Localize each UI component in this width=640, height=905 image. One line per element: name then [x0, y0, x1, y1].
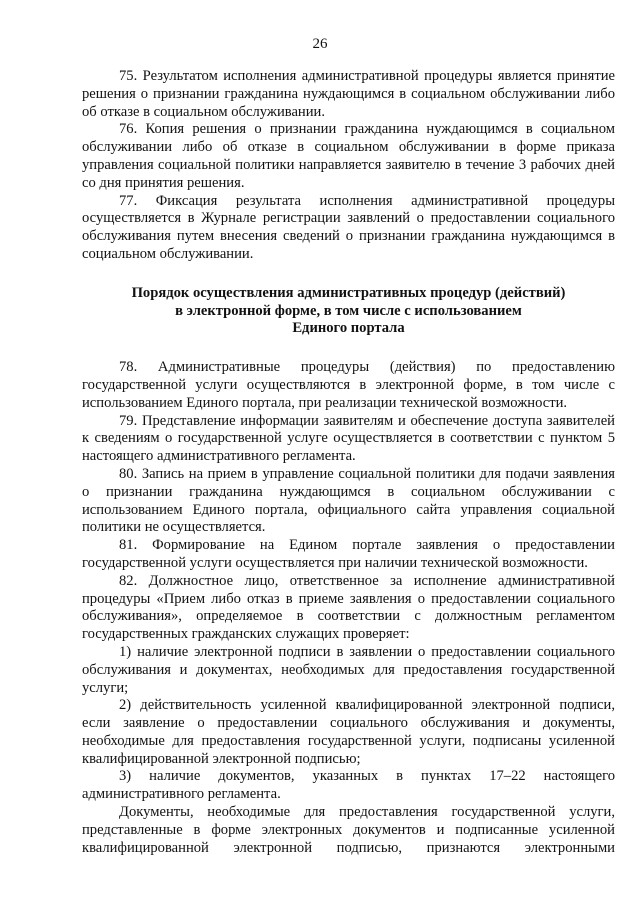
- paragraph-79: 79. Представление информации заявителям и обеспечение доступа заявителей к сведениям о государственной услуге осуществляется в соответствии с пунктом 5 настоящего административного регламента.: [82, 412, 615, 465]
- section-heading-line-1: Порядок осуществления административных процедур (действий): [131, 284, 566, 301]
- list-item-3: 3) наличие документов, указанных в пунктах 17–22 настоящего административного регламента.: [82, 768, 615, 803]
- paragraph-80: 80. Запись на прием в управление социальной политики для подачи заявления о признании гражданина нуждающимся в социальном обслуживании с использованием Единого портала, официального сайта управления социальной политики не осуществляется.: [82, 465, 615, 536]
- page-number: 26: [312, 36, 328, 52]
- paragraph-81: 81. Формирование на Едином портале заявления о предоставлении государственной услуги осуществляется при наличии технической возможности.: [82, 537, 615, 571]
- section-heading-line-3: Единого портала: [292, 320, 405, 337]
- section-heading: [82, 285, 615, 338]
- paragraph-75: 75. Результатом исполнения административной процедуры является принятие решения о признании гражданина нуждающимся в социальном обслуживании либо об отказе в социальном обслуживании.: [82, 68, 615, 120]
- list-item-1: 1) наличие электронной подписи в заявлении о предоставлении социального обслуживания и документах, необходимых для предоставления государственной услуги;: [82, 643, 615, 696]
- paragraph-82: 82. Должностное лицо, ответственное за исполнение административной процедуры «Прием либо отказ в приеме заявления о предоставлении социального обслуживания», определяемое в соответствии с должностным регламентом государственных гражданских служащих проверяет:: [82, 572, 615, 643]
- document-body: [82, 68, 615, 857]
- paragraph-documents: Документы, необходимые для предоставления государственной услуги, представленные в форме электронных документов и подписанные усиленной квалифицированной электронной подписью, признаются электронными: [82, 804, 615, 856]
- paragraph-77: 77. Фиксация результата исполнения административной процедуры осуществляется в Журнале регистрации заявлений о предоставлении социального обслуживания путем внесения сведений о признании гражданина нуждающимся в социальном обслуживании.: [82, 192, 615, 262]
- paragraph-76: 76. Копия решения о признании гражданина нуждающимся в социальном обслуживании либо об отказе в социальном обслуживании в форме приказа управления социальной политики направляется заявителю в течение 3 рабочих дней со дня принятия решения.: [82, 121, 615, 191]
- paragraph-78: 78. Административные процедуры (действия) по предоставлению государственной услуги осуществляются в электронной форме, в том числе с использованием Единого портала, при реализации технической возможности.: [82, 359, 615, 411]
- list-item-2: 2) действительность усиленной квалифицированной электронной подписи, если заявление о предоставлении социального обслуживания и документы, необходимые для предоставления государственной услуги, подписаны усиленной квалифицированной электронной подписью;: [82, 697, 615, 767]
- section-heading-line-2: в электронной форме, в том числе с использованием: [175, 302, 522, 319]
